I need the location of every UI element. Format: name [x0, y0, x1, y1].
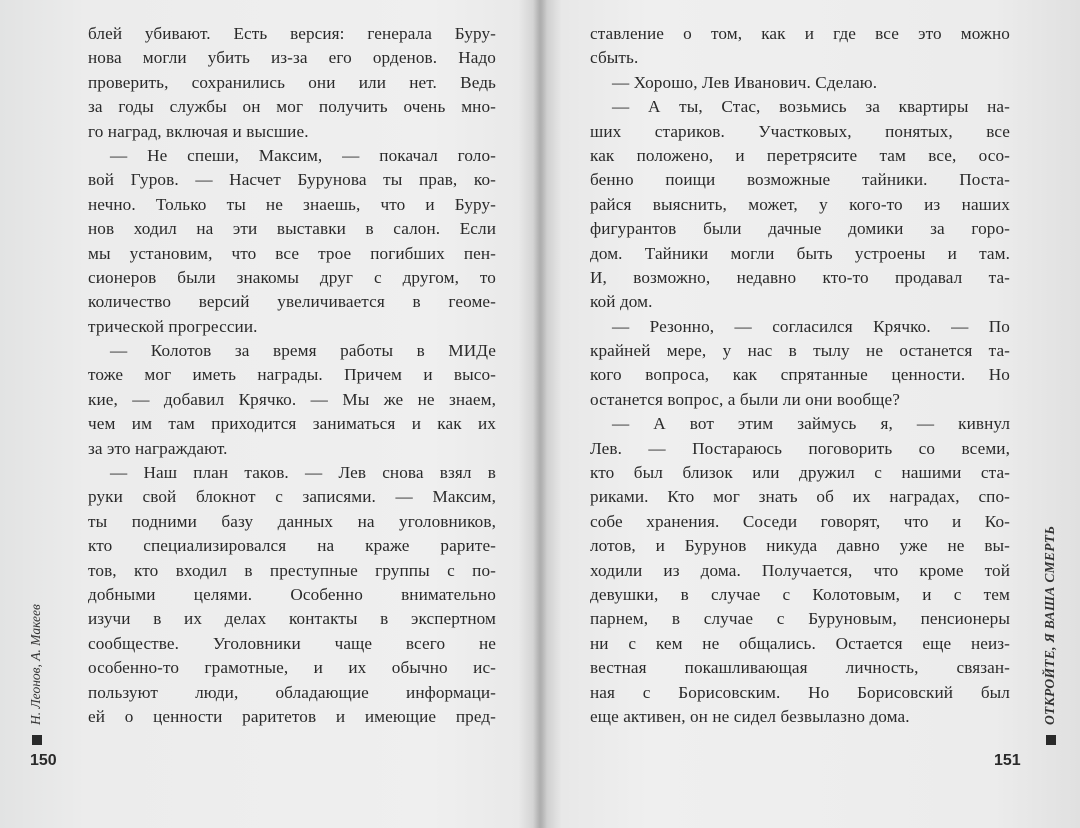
left-text-line: нечно. Только ты не знаешь, что и Буру- — [88, 194, 496, 214]
left-running-head — [28, 604, 44, 745]
left-text-line: тоже мог иметь награды. Причем и высо- — [88, 365, 496, 385]
right-text-line: — А вот этим займусь я, — кивнул — [612, 414, 1010, 434]
right-running-head — [1042, 526, 1058, 745]
right-text-line: парнем, в случае с Буруновым, пенсионеры — [590, 609, 1010, 629]
right-page-number: 151 — [994, 752, 1021, 769]
right-text-line: дом. Тайники могли быть устроены и там. — [590, 243, 1010, 263]
right-text-line: крайней мере, у нас в тылу не останется та- — [590, 341, 1010, 361]
right-page — [540, 0, 1080, 828]
right-text-line: риками. Кто мог знать об их наградах, спо- — [590, 487, 1010, 507]
left-text-line: нова могли убить из-за его орденов. Надо — [88, 48, 496, 68]
right-text-line: останется вопрос, а были ли они вообще? — [590, 389, 900, 409]
right-text-line: кого вопроса, как спрятанные ценности. Но — [590, 365, 1010, 385]
left-text-line: ей о ценности раритетов и имеющие пред- — [88, 706, 496, 726]
left-text-line: проверить, сохранились они или нет. Ведь — [88, 72, 496, 92]
left-text-line: пользуют люди, обладающие информаци- — [88, 682, 496, 702]
right-text-line: как положено, и перетрясите там все, осо- — [590, 145, 1010, 165]
right-text-line: Лев. — Постараюсь поговорить со всеми, — [590, 438, 1010, 458]
right-text-line: кто был близок или дружил с нашими ста- — [590, 463, 1010, 483]
right-text-line: лотов, и Бурунов никуда давно уже не вы- — [590, 536, 1010, 556]
left-text-line: сообществе. Уголовники чаще всего не — [88, 633, 496, 653]
right-text-line: сбыть. — [590, 48, 639, 68]
running-head-marker-icon — [1046, 735, 1056, 745]
left-text-line: чем им там приходится заниматься и как их — [88, 414, 496, 434]
right-text-line: девушки, в случае с Колотовым, и с тем — [590, 584, 1010, 604]
left-page-text — [88, 22, 496, 729]
right-text-line: вестная покашливающая личность, связан- — [590, 658, 1010, 678]
left-text-line: трической прогрессии. — [88, 316, 258, 336]
right-text-line: собе хранения. Соседи говорят, что и Ко- — [590, 511, 1010, 531]
right-text-line: бенно поищи возможные тайники. Поста- — [590, 170, 1010, 190]
right-running-head-text: ОТКРОЙТЕ, Я ВАША СМЕРТЬ — [1042, 525, 1057, 725]
right-text-line: И, возможно, недавно кто-то продавал та- — [590, 267, 1010, 287]
right-text-line: ходили из дома. Получается, что кроме той — [590, 560, 1010, 580]
left-text-line: блей убивают. Есть версия: генерала Буру- — [88, 24, 496, 43]
right-text-line: ни с кем не общались. Остается еще неиз- — [590, 633, 1010, 653]
right-text-line: кой дом. — [590, 292, 653, 312]
left-text-line: мы установим, что все трое погибших пен- — [88, 243, 496, 263]
right-text-line: — Резонно, — согласился Крячко. — По — [612, 316, 1010, 336]
left-text-line: ты подними базу данных на уголовников, — [88, 511, 496, 531]
left-text-line: добными целями. Особенно внимательно — [88, 584, 496, 604]
left-text-line: нов ходил на эти выставки в салон. Если — [88, 219, 496, 239]
right-text-line: еще активен, он не сидел безвылазно дома. — [590, 706, 910, 726]
left-page-number: 150 — [30, 752, 57, 769]
left-text-line: тов, кто входил в преступные группы с по- — [88, 560, 496, 580]
right-text-line: — Хорошо, Лев Иванович. Сделаю. — [612, 72, 878, 92]
left-text-line: — Колотов за время работы в МИДе — [110, 341, 496, 361]
left-text-line: кие, — добавил Крячко. — Мы же не знаем, — [88, 389, 496, 409]
left-text-line: кто специализировался на краже раритe- — [88, 536, 496, 556]
right-page-text — [590, 22, 1010, 729]
right-text-line: ставление о том, как и где все это можно — [590, 24, 1010, 43]
left-text-line: количество версий увеличивается в геоме- — [88, 292, 496, 312]
right-text-line: ших стариков. Участковых, понятых, все — [590, 121, 1010, 141]
left-running-head-text: Н. Леонов, А. Макеев — [28, 604, 43, 725]
left-text-line: — Наш план таков. — Лев снова взял в — [110, 463, 496, 483]
left-text-line: сионеров были знакомы друг с другом, то — [88, 267, 496, 287]
left-text-line: за это награждают. — [88, 438, 228, 458]
right-text-line: ная с Борисовским. Но Борисовский был — [590, 682, 1010, 702]
left-text-line: — Не спеши, Максим, — покачал голо- — [110, 145, 496, 165]
left-text-line: вой Гуров. — Насчет Бурунова ты прав, ко- — [88, 170, 496, 190]
left-text-line: руки свой блокнот с записями. — Максим, — [88, 487, 496, 507]
left-text-line: особенно-то грамотные, и их обычно ис- — [88, 658, 496, 678]
left-text-line: го наград, включая и высшие. — [88, 121, 309, 141]
right-text-line: — А ты, Стас, возьмись за квартиры на- — [612, 97, 1010, 117]
right-text-line: райся выяснить, может, у кого-то из наших — [590, 194, 1010, 214]
running-head-marker-icon — [32, 735, 42, 745]
left-text-line: изучи в их делах контакты в экспертном — [88, 609, 496, 629]
right-text-line: фигурантов были дачные домики за горо- — [590, 219, 1010, 239]
left-text-line: за годы службы он мог получить очень мно- — [88, 97, 496, 117]
